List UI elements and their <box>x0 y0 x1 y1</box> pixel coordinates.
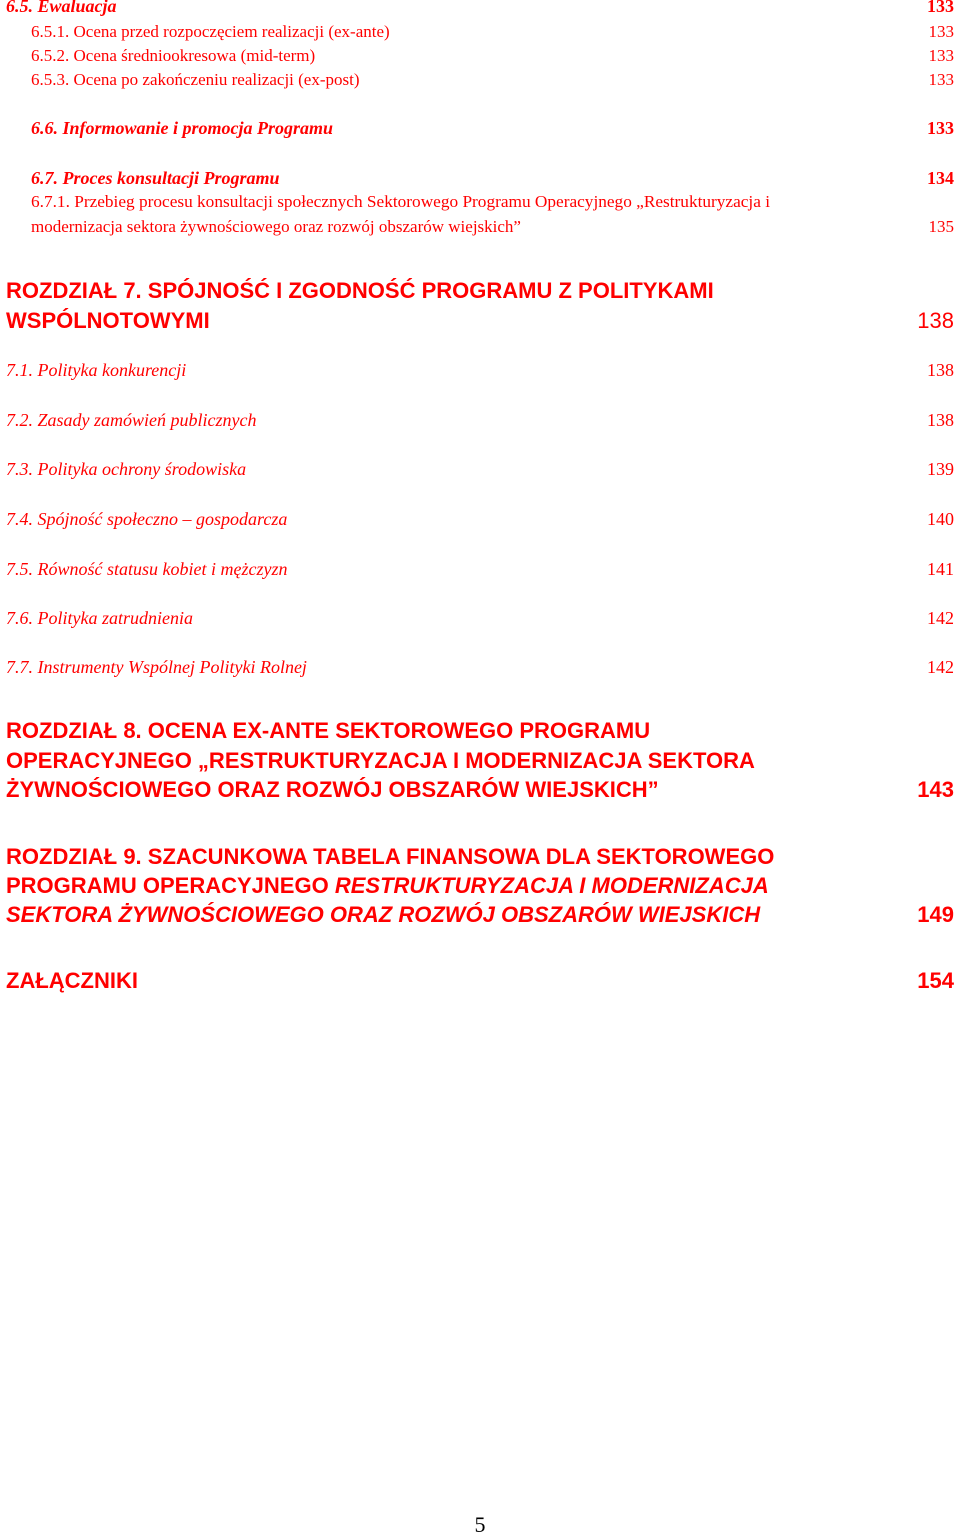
toc-entry-label: modernizacja sektora żywnościowego oraz rozwój obszarów wiejskich” <box>31 217 521 236</box>
toc-entry-label: 6.6. Informowanie i promocja Programu <box>31 118 334 138</box>
toc-entry-label: 7.1. Polityka konkurencji <box>6 360 187 380</box>
toc-entry-page: 139 <box>927 459 954 479</box>
toc-entry-label: 7.6. Polityka zatrudnienia <box>6 608 193 628</box>
toc-entry-page: 143 <box>917 777 954 802</box>
toc-entry-label: 6.7. Proces konsultacji Programu <box>31 168 280 188</box>
toc-entry-label: 6.7.1. Przebieg procesu konsultacji społecznych Sektorowego Programu Operacyjnego „Restrukturyzacja i <box>31 192 771 211</box>
toc-entry[interactable] <box>31 192 954 212</box>
chapter-title-part-italic: RESTRUKTURYZACJA I MODERNIZACJA <box>334 873 769 898</box>
toc-entry[interactable] <box>6 608 954 629</box>
chapter-heading-continued[interactable] <box>6 902 954 928</box>
toc-entry[interactable] <box>6 559 954 580</box>
toc-entry-label: 6.5.2. Ocena średniookresowa (mid-term) <box>31 46 316 65</box>
toc-entry-page: 138 <box>917 308 954 333</box>
toc-entry[interactable] <box>6 459 954 480</box>
chapter-title-line: ŻYWNOŚCIOWEGO ORAZ ROZWÓJ OBSZARÓW WIEJSKICH” <box>6 777 659 802</box>
toc-entry[interactable] <box>6 509 954 530</box>
chapter-heading[interactable] <box>6 278 954 304</box>
toc-entry-page: 138 <box>927 360 954 380</box>
toc-entry-label: 6.5.3. Ocena po zakończeniu realizacji (ex-post) <box>31 70 360 89</box>
toc-entry-page: 133 <box>928 70 954 89</box>
toc-entry[interactable] <box>6 360 954 381</box>
toc-entry-label: ZAŁĄCZNIKI <box>6 968 138 993</box>
toc-entry-label: 7.5. Równość statusu kobiet i mężczyzn <box>6 559 288 579</box>
toc-entry-label: 7.2. Zasady zamówień publicznych <box>6 410 257 430</box>
toc-entry[interactable] <box>6 657 954 678</box>
toc-entry-page: 135 <box>928 217 954 236</box>
chapter-heading[interactable] <box>6 718 954 778</box>
toc-entry[interactable] <box>31 22 954 42</box>
toc-entry[interactable] <box>31 118 954 139</box>
toc-entry[interactable] <box>6 0 954 17</box>
chapter-heading[interactable] <box>6 844 954 902</box>
toc-entry[interactable] <box>31 168 954 189</box>
chapter-title-line: ROZDZIAŁ 8. OCENA EX-ANTE SEKTOROWEGO PROGRAMU <box>6 718 651 743</box>
toc-entry-page: 142 <box>927 608 954 628</box>
toc-entry-label: 6.5. Ewaluacja <box>6 0 117 16</box>
chapter-title-line: WSPÓLNOTOWYMI <box>6 308 210 333</box>
chapter-title-line: SEKTORA ŻYWNOŚCIOWEGO ORAZ ROZWÓJ OBSZARÓW WIEJSKICH <box>6 902 761 927</box>
toc-entry-page: 142 <box>927 657 954 677</box>
toc-entry-page: 149 <box>917 902 954 927</box>
chapter-title-line: ROZDZIAŁ 9. SZACUNKOWA TABELA FINANSOWA DLA SEKTOROWEGO <box>6 844 775 869</box>
toc-entry-page: 133 <box>927 0 954 16</box>
toc-entry-continued[interactable] <box>31 217 954 237</box>
toc-entry-page: 141 <box>927 559 954 579</box>
chapter-heading-continued[interactable] <box>6 308 954 334</box>
toc-entry-page: 138 <box>927 410 954 430</box>
toc-entry[interactable] <box>6 410 954 431</box>
chapter-title-line-2 <box>6 873 954 902</box>
toc-entry-page: 140 <box>927 509 954 529</box>
toc-entry-page: 154 <box>917 968 954 993</box>
chapter-title-part: PROGRAMU OPERACYJNEGO <box>6 873 335 898</box>
toc-entry[interactable] <box>31 46 954 66</box>
toc-entry-label: 7.3. Polityka ochrony środowiska <box>6 459 247 479</box>
toc-entry-label: 7.7. Instrumenty Wspólnej Polityki Rolnej <box>6 657 307 677</box>
page-number: 5 <box>474 1512 486 1537</box>
chapter-title-line: ROZDZIAŁ 7. SPÓJNOŚĆ I ZGODNOŚĆ PROGRAMU Z POLITYKAMI <box>6 278 714 303</box>
toc-entry-page: 133 <box>928 46 954 65</box>
toc-entry-label: 7.4. Spójność społeczno – gospodarcza <box>6 509 288 529</box>
toc-entry[interactable] <box>31 70 954 90</box>
toc-entry[interactable] <box>6 968 954 994</box>
toc-entry-page: 134 <box>927 168 954 188</box>
chapter-title-line: OPERACYJNEGO „RESTRUKTURYZACJA I MODERNIZACJA SEKTORA <box>6 748 755 773</box>
toc-entry-page: 133 <box>927 118 954 138</box>
toc-entry-page: 133 <box>928 22 954 41</box>
toc-entry-label: 6.5.1. Ocena przed rozpoczęciem realizacji (ex-ante) <box>31 22 390 41</box>
chapter-heading-continued[interactable] <box>6 777 954 803</box>
